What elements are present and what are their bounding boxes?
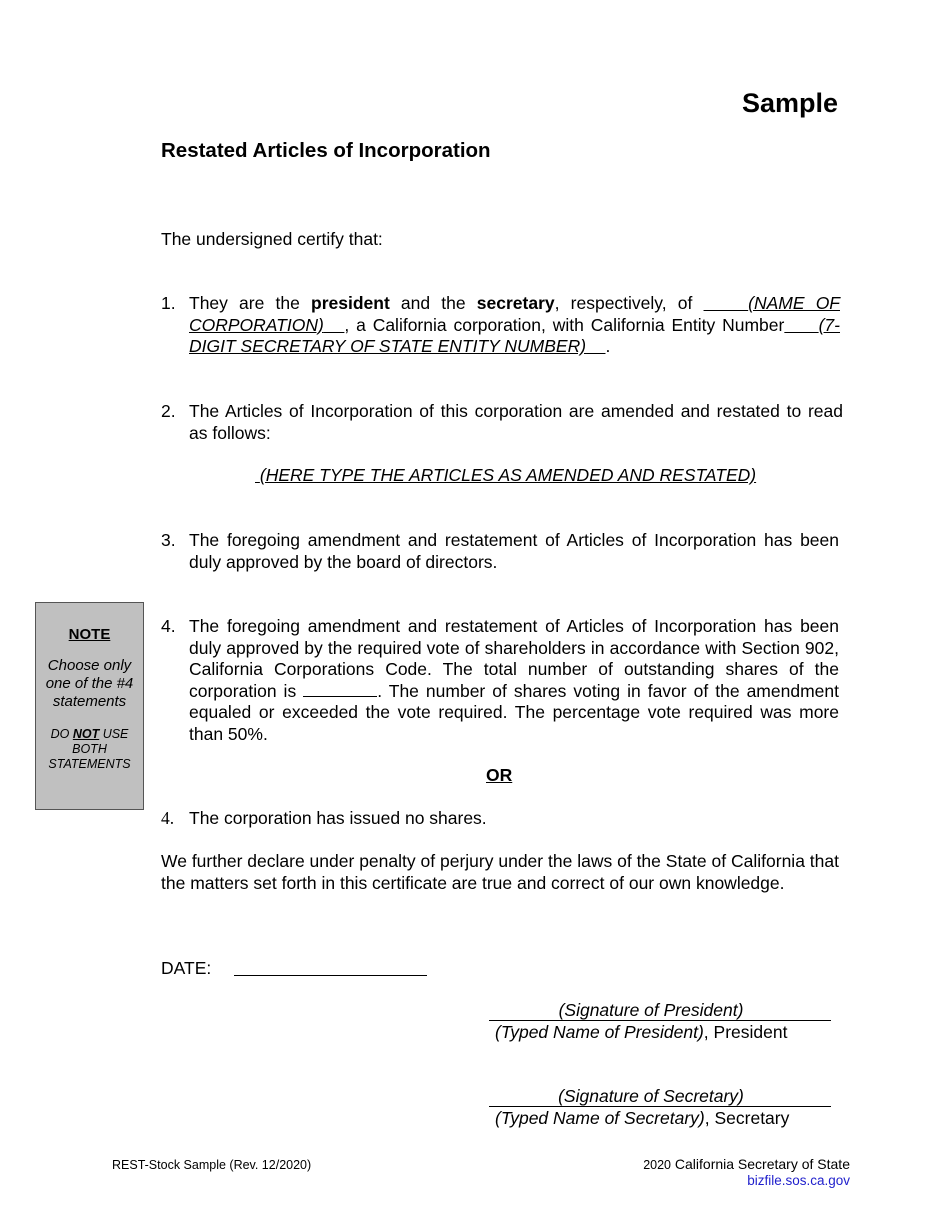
text-run: , a California corporation, with California Entity Number	[344, 314, 785, 335]
secretary-signature-placeholder: (Signature of Secretary)	[558, 1086, 744, 1106]
secretary-signature-line[interactable]	[489, 1086, 831, 1107]
declaration-text: We further declare under penalty of perjury under the laws of the State of California that the matters set forth in this certificate are true and correct of our own knowledge.	[161, 851, 839, 893]
footer-year: 2020	[643, 1158, 672, 1172]
item-2-text: The Articles of Incorporation of this corporation are amended and restated to read as follows:	[189, 401, 843, 443]
or-separator: OR	[486, 765, 513, 785]
text-run: USE BOTH STATEMENTS	[48, 727, 131, 771]
president-typed-name	[495, 1022, 787, 1044]
item-4a-text	[189, 616, 839, 745]
note-body: Choose only one of the #4 statements	[45, 657, 134, 710]
footer-website-link[interactable]: bizfile.sos.ca.gov	[747, 1173, 850, 1188]
note-warning	[42, 727, 137, 772]
entity-number-placeholder: (7-DIGIT SECRETARY OF STATE ENTITY NUMBER)	[189, 314, 840, 356]
text-run: DO	[50, 727, 73, 741]
item-1-text	[189, 293, 840, 358]
secretary-typed-name	[495, 1108, 789, 1130]
secretary-term: secretary	[476, 293, 555, 313]
text-run: The foregoing amendment and restatement of Articles of Incorporation has been duly approved by the required vote of shareholders in accordance with Section 902, California Corporations Code. The total number of outstanding shares of the corporation is	[189, 616, 839, 701]
item-3-text: The foregoing amendment and restatement of Articles of Incorporation has been duly approved by the board of directors.	[189, 530, 839, 572]
articles-placeholder	[255, 465, 756, 487]
president-name-placeholder: (Typed Name of President)	[495, 1022, 704, 1042]
text-run: . The number of shares voting in favor of the amendment equaled or exceeded the vote required. The percentage vote required was more than 50%.	[189, 680, 839, 744]
president-signature-placeholder: (Signature of President)	[558, 1000, 744, 1020]
secretary-name-placeholder: (Typed Name of Secretary)	[495, 1108, 705, 1128]
note-heading: NOTE	[68, 626, 111, 643]
footer-form-id: REST-Stock Sample (Rev. 12/2020)	[112, 1158, 312, 1172]
text-run: , respectively, of	[554, 293, 704, 313]
text-run: They are the	[189, 293, 311, 313]
date-blank[interactable]	[234, 975, 427, 976]
articles-placeholder-text: (HERE TYPE THE ARTICLES AS AMENDED AND RESTATED)	[259, 465, 757, 485]
item-number: 3.	[161, 530, 176, 550]
secretary-title: , Secretary	[704, 1108, 790, 1128]
date-label: DATE:	[161, 958, 212, 978]
item-number: 4.	[161, 808, 175, 828]
note-box	[35, 602, 144, 810]
president-title: , President	[703, 1022, 788, 1042]
text-run: .	[605, 336, 611, 356]
sample-label: Sample	[741, 88, 838, 118]
item-number: 4.	[161, 616, 176, 636]
president-signature-line[interactable]	[489, 1000, 831, 1021]
footer-agency	[643, 1156, 850, 1172]
document-title: Restated Articles of Incorporation	[161, 139, 491, 162]
president-term: president	[311, 293, 390, 313]
not-emphasis: NOT	[72, 727, 100, 741]
outstanding-shares-blank[interactable]	[303, 696, 377, 697]
item-number: 2.	[161, 401, 176, 421]
corporation-name-placeholder: (NAME OF CORPORATION)	[189, 293, 840, 335]
intro-text: The undersigned certify that:	[161, 229, 383, 249]
item-number: 1.	[161, 293, 176, 313]
footer-agency-name: California Secretary of State	[671, 1156, 850, 1172]
text-run: and the	[389, 293, 477, 313]
item-4b-text: The corporation has issued no shares.	[189, 808, 487, 828]
